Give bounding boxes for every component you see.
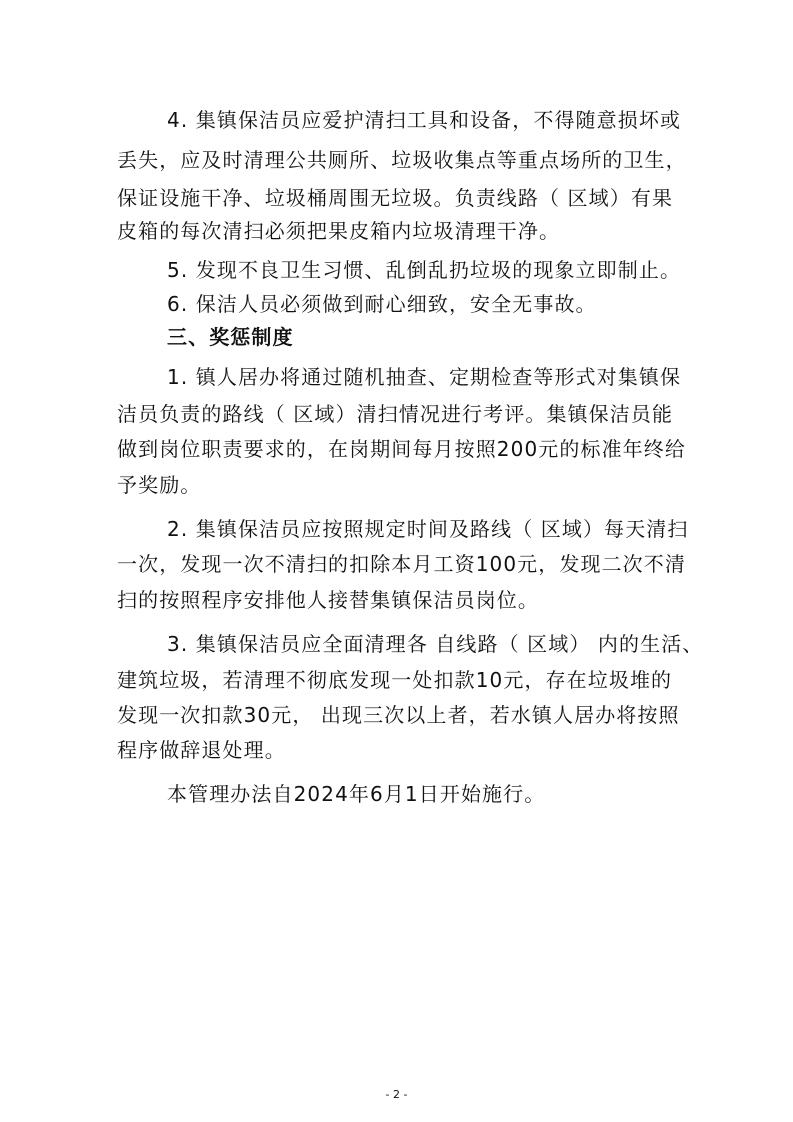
paragraph-line: 本管理办法自2024年6月1日开始施行。 xyxy=(167,782,546,806)
paragraph-line: 予奖励。 xyxy=(117,473,202,497)
paragraph-line: 皮箱的每次清扫必须把果皮箱内垃圾清理干净。 xyxy=(117,219,561,243)
paragraph-line: 保证设施干净、垃圾桶周围无垃圾。负责线路（ 区域）有果 xyxy=(117,186,674,210)
section-heading: 三、奖惩制度 xyxy=(167,325,294,349)
paragraph-line: 扫的按照程序安排他人接替集镇保洁员岗位。 xyxy=(117,588,539,612)
paragraph-line: 洁员负责的路线（ 区域）清扫情况进行考评。集镇保洁员能 xyxy=(117,402,674,426)
paragraph-line: 1. 镇人居办将通过随机抽查、定期检查等形式对集镇保 xyxy=(167,365,682,389)
paragraph-line: 做到岗位职责要求的，在岗期间每月按照200元的标准年终给 xyxy=(117,437,686,461)
paragraph-line: 3. 集镇保洁员应全面清理各 自线路（ 区域） 内的生活、 xyxy=(167,632,704,656)
paragraph-line: 6. 保洁人员必须做到耐心细致，安全无事故。 xyxy=(167,292,597,316)
page-number: - 2 - xyxy=(385,1088,408,1101)
paragraph-line: 建筑垃圾，若清理不彻底发现一处扣款10元，存在垃圾堆的 xyxy=(117,668,673,692)
paragraph-line: 4. 集镇保洁员应爱护清扫工具和设备，不得随意损坏或 xyxy=(167,108,682,132)
paragraph-line: 丢失，应及时清理公共厕所、垃圾收集点等重点场所的卫生， xyxy=(117,148,687,172)
paragraph-line: 5. 发现不良卫生习惯、乱倒乱扔垃圾的现象立即制止。 xyxy=(167,258,682,282)
paragraph-line: 一次，发现一次不清扫的扣除本月工资100元，发现二次不清 xyxy=(117,552,686,576)
paragraph-line: 程序做辞退处理。 xyxy=(117,738,286,762)
paragraph-line: 发现一次扣款30元， 出现三次以上者，若水镇人居办将按照 xyxy=(117,703,680,727)
paragraph-line: 2. 集镇保洁员应按照规定时间及路线（ 区域）每天清扫 xyxy=(167,517,689,541)
